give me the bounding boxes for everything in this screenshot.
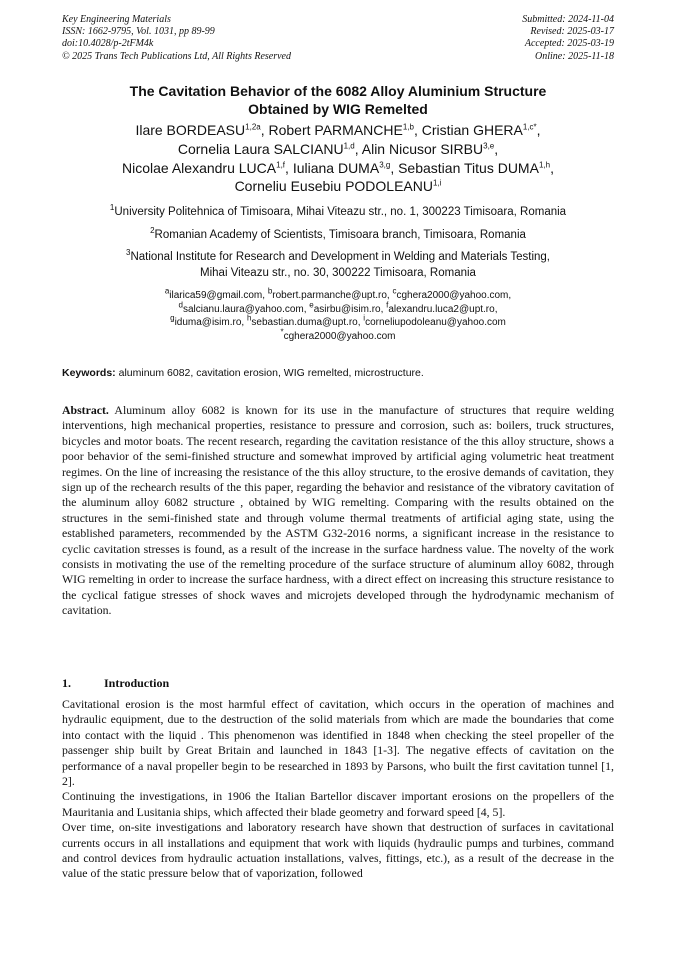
email-marker: h <box>246 313 252 323</box>
affiliation-3 <box>62 250 614 281</box>
affiliation-text-line-1: National Institute for Research and Development in Welding and Materials Testing, <box>130 251 550 263</box>
affiliation-marker: 1 <box>109 203 115 213</box>
author-name: Sebastian Titus DUMA <box>398 159 539 176</box>
author-affil: 3,g <box>379 159 391 169</box>
author-name: Nicolae Alexandru LUCA <box>122 159 277 176</box>
email-marker: f <box>386 300 389 310</box>
section-number: 1. <box>62 676 71 690</box>
author-line-1 <box>62 121 614 140</box>
email-address: cghera2000@yahoo.com, <box>396 290 512 301</box>
email-address: robert.parmanche@upt.ro, <box>272 290 393 301</box>
keywords <box>62 366 614 380</box>
email-address: cghera2000@yahoo.com <box>283 330 396 342</box>
author-separator: , <box>285 159 293 176</box>
author-separator: , <box>536 122 541 138</box>
online-date: Online: 2025-11-18 <box>535 50 614 62</box>
issn-line: ISSN: 1662-9795, Vol. 1031, pp 89-99 <box>62 26 215 38</box>
email-address: salcianu.laura@yahoo.com, <box>182 303 310 315</box>
author-affil: 1,2a <box>245 122 261 132</box>
author-separator: , <box>413 122 422 138</box>
email-address: alexandru.luca2@upt.ro, <box>388 303 498 315</box>
author-separator: , <box>494 140 499 157</box>
author-affil: 1,i <box>432 178 442 188</box>
abstract-text: Aluminum alloy 6082 is known for its use in the manufacture of structures that require welding interventions, high mechanical properties, resistance to pressure and corrosion, such as: boilers, truck structures, bicycles and motor boats. The recent research, regarding the cavitation resistance of the this alloy structure, shows a poor behavior of the semi-finished structure and somewhat improved by artificial aging volumetric heat treatment regimes. On the line of increasing the resistance of the this alloy structure, to the erosive demands of cavitation, they sign up of the rechearch results of the this paper, regarding the behavior and resistance of the vibratory cavitation of the aluminum alloy 6082 structure , obtained by WIG remelting. Comparing with the results obtained on the structures in the semi-finished state and through volume thermal treatments of artificial aging state, using the established parameters, recommended by the ASTM G32-2016 norms, a significant increase in the resistance to cyclic cavitation stresses is found, as a result of the increase in the surface hardness value. The novelty of the work consists in motivating the use of the remelting procedure of the surface structure of aluminum alloy 6082, through WIG remelting in order to increase the surface hardness, with a direct effect on increasing this structure resistance to the cyclical fatigue stresses of shock waves and microjets developed through the hydrodynamic mechanism of cavitation. <box>62 403 614 618</box>
author-affil: 1,f <box>276 159 286 169</box>
author-affil: 3,e <box>483 141 495 151</box>
email-marker: * <box>280 327 284 337</box>
paragraph: Cavitational erosion is the most harmful effect of cavitation, which occurs in the operation of machines and hydraulic equipment, due to the destruction of the solid materials from which are made the boundaries that come into contact with the liquid . This phenomenon was identified in 1848 when checking the steel propeller of the passenger ship built by Great Britain and launched in 1843 [1-3]. The negative effects of cavitation on the performance of a naval propeller begin to be researched in 1893 by Parsons, who built the first cavitation tunnel [1, 2]. <box>62 697 614 789</box>
author-line-4 <box>62 177 614 196</box>
affiliation-marker: 3 <box>125 248 131 258</box>
affiliation-2 <box>62 228 614 244</box>
author-name: Iuliana DUMA <box>292 159 380 176</box>
author-name: Robert PARMANCHE <box>268 122 403 138</box>
keywords-text: aluminum 6082, cavitation erosion, WIG remelted, microstructure. <box>115 367 424 379</box>
email-marker: e <box>309 300 314 310</box>
email-marker: c <box>392 286 397 296</box>
email-marker: g <box>170 313 175 323</box>
title-line-1: The Cavitation Behavior of the 6082 Alloy Aluminium Structure <box>129 83 547 99</box>
email-marker: i <box>363 313 366 323</box>
author-separator: , <box>260 122 269 138</box>
email-line-4 <box>62 327 614 344</box>
section-title: Introduction <box>104 676 170 690</box>
author-affil: 1,h <box>538 159 551 169</box>
author-line-3 <box>62 159 614 178</box>
copyright-line: © 2025 Trans Tech Publications Ltd, All Rights Reserved <box>62 50 291 62</box>
paragraph: Continuing the investigations, in 1906 the Italian Bartellor discaver important erosions on the propellers of the Mauritania and Lusitania ships, which affected their blade geometry and forward speed [4, 5]. <box>62 789 614 819</box>
author-separator: , <box>390 159 399 176</box>
accepted-date: Accepted: 2025-03-19 <box>524 38 614 50</box>
author-affil: 1,c* <box>522 122 537 132</box>
affiliation-text: Romanian Academy of Scientists, Timisoara branch, Timisoara, Romania <box>154 229 526 241</box>
email-marker: a <box>164 286 170 296</box>
author-emails <box>62 286 614 343</box>
email-line-1 <box>62 286 614 303</box>
submitted-date: Submitted: 2024-11-04 <box>522 14 614 25</box>
author-name: Cornelia Laura SALCIANU <box>177 140 344 157</box>
keywords-label: Keywords: <box>62 367 116 379</box>
email-address: iduma@isim.ro, <box>174 317 247 329</box>
affiliation-marker: 2 <box>150 226 155 236</box>
author-list <box>62 121 614 196</box>
author-line-2 <box>62 140 614 159</box>
author-name: Ilare BORDEASU <box>135 122 246 138</box>
abstract <box>62 403 614 619</box>
author-affil: 1,d <box>343 141 355 151</box>
journal-info <box>62 14 291 63</box>
email-address: sebastian.duma@upt.ro, <box>251 317 364 329</box>
author-separator: , <box>550 159 554 176</box>
email-marker: d <box>178 300 183 310</box>
email-address: corneliupodoleanu@yahoo.com <box>365 317 506 329</box>
doi-line: doi:10.4028/p-2tFM4k <box>62 38 154 50</box>
email-line-2 <box>62 300 614 317</box>
journal-name: Key Engineering Materials <box>62 14 171 25</box>
paper-title <box>62 82 614 118</box>
affiliation-text-line-2: Mihai Viteazu str., no. 30, 300222 Timisoara, Romania <box>200 266 476 279</box>
author-affil: 1,b <box>402 122 414 132</box>
affiliation-1 <box>62 205 614 221</box>
affiliation-text: University Politehnica of Timisoara, Mihai Viteazu str., no. 1, 300223 Timisoara, Romania <box>114 206 567 218</box>
author-name: Alin Nicusor SIRBU <box>361 140 484 157</box>
email-address: asirbu@isim.ro, <box>313 303 387 315</box>
author-separator: , <box>354 140 362 157</box>
email-marker: b <box>267 286 273 296</box>
publication-dates <box>522 14 614 63</box>
abstract-label: Abstract. <box>62 403 109 417</box>
section-heading <box>62 676 169 691</box>
email-address: ilarica59@gmail.com, <box>169 290 268 301</box>
author-name: Corneliu Eusebiu PODOLEANU <box>234 178 433 195</box>
author-name: Cristian GHERA <box>421 122 523 138</box>
title-line-2: Obtained by WIG Remelted <box>248 101 428 117</box>
email-line-3 <box>62 313 614 330</box>
introduction-body <box>62 697 614 882</box>
paragraph: Over time, on-site investigations and laboratory research have shown that destruction of surfaces in cavitational currents occurs in all installations and equipment that work with liquids (hydraulic pumps and turbines, command and control devices from hydraulic actuation installations, valves, fittings, etc.), as a result of the decrease in the value of the static pressure below that of vaporization, followed <box>62 820 614 881</box>
revised-date: Revised: 2025-03-17 <box>530 26 614 38</box>
